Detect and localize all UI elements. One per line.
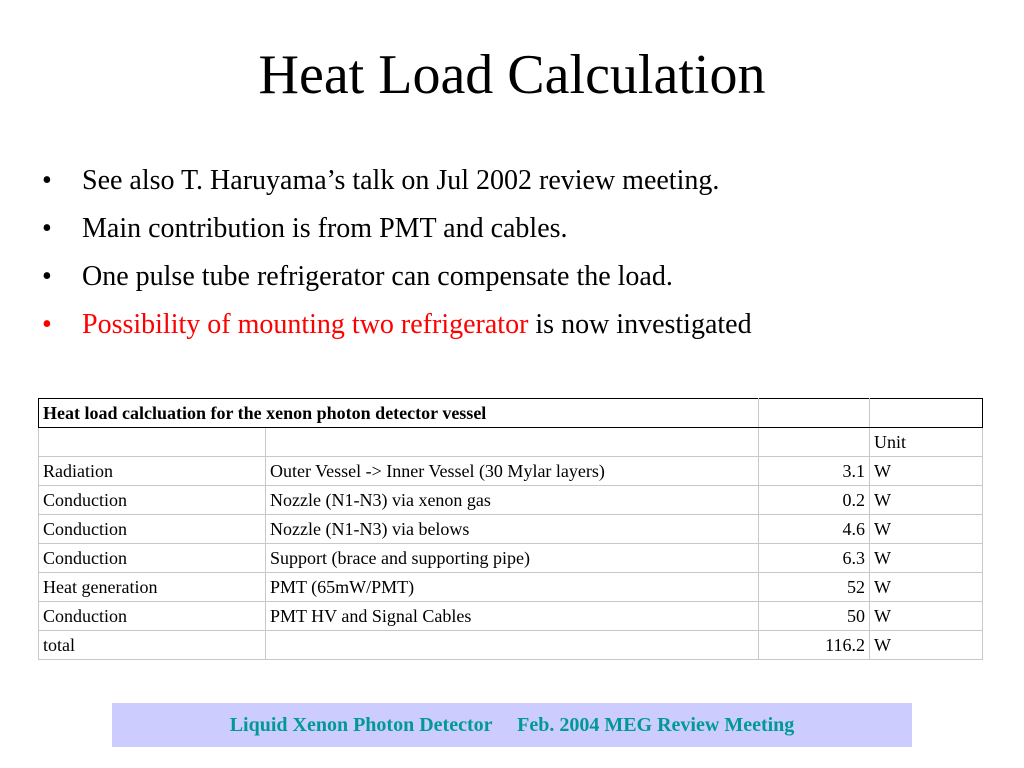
row-type: Radiation (39, 457, 266, 486)
row-value: 0.2 (759, 486, 870, 515)
table-cell (759, 428, 870, 457)
bullet-marker: • (42, 165, 52, 196)
row-type: Conduction (39, 515, 266, 544)
slide-title: Heat Load Calculation (258, 44, 766, 106)
row-unit: W (870, 486, 983, 515)
table-cell (266, 428, 759, 457)
row-type: Conduction (39, 602, 266, 631)
bullet-item (40, 164, 1000, 198)
bullet-text: Main contribution is from PMT and cables. (82, 213, 568, 244)
bullet-item-highlight (40, 308, 1000, 342)
table-title-row (39, 399, 983, 428)
table-header-row (39, 428, 983, 457)
table-cell (759, 399, 870, 428)
row-description: Nozzle (N1-N3) via belows (266, 515, 759, 544)
row-value: 50 (759, 602, 870, 631)
row-unit: W (870, 457, 983, 486)
heat-load-table (38, 398, 983, 660)
row-description: Support (brace and supporting pipe) (266, 544, 759, 573)
table-cell (39, 428, 266, 457)
heat-load-table-container (38, 398, 983, 660)
bullet-item (40, 212, 1000, 246)
footer-right-text: Feb. 2004 MEG Review Meeting (517, 714, 795, 736)
table-row (39, 486, 983, 515)
bullet-marker: • (42, 261, 52, 292)
row-type: Conduction (39, 544, 266, 573)
bullet-item (40, 260, 1000, 294)
table-total-row (39, 631, 983, 660)
row-description: Outer Vessel -> Inner Vessel (30 Mylar layers) (266, 457, 759, 486)
row-unit: W (870, 515, 983, 544)
row-description: PMT HV and Signal Cables (266, 602, 759, 631)
footer-bar (112, 703, 912, 747)
row-value: 52 (759, 573, 870, 602)
table-row (39, 573, 983, 602)
row-description: Nozzle (N1-N3) via xenon gas (266, 486, 759, 515)
table-cell (266, 631, 759, 660)
bullet-list (40, 164, 1000, 356)
table-row (39, 515, 983, 544)
row-description: PMT (65mW/PMT) (266, 573, 759, 602)
table-row (39, 544, 983, 573)
bullet-text: is now investigated (528, 309, 752, 340)
table-title: Heat load calcluation for the xenon photon detector vessel (39, 399, 759, 428)
row-unit: W (870, 602, 983, 631)
row-value: 4.6 (759, 515, 870, 544)
footer-left-text: Liquid Xenon Photon Detector (229, 714, 493, 736)
row-value: 6.3 (759, 544, 870, 573)
total-unit: W (870, 631, 983, 660)
row-unit: W (870, 573, 983, 602)
total-label: total (39, 631, 266, 660)
bullet-highlight-text: Possibility of mounting two refrigerator (82, 309, 529, 340)
row-type: Conduction (39, 486, 266, 515)
row-unit: W (870, 544, 983, 573)
row-type: Heat generation (39, 573, 266, 602)
bullet-marker: • (42, 309, 52, 340)
bullet-text: See also T. Haruyama’s talk on Jul 2002 review meeting. (82, 165, 720, 196)
table-row (39, 602, 983, 631)
bullet-text: One pulse tube refrigerator can compensate the load. (82, 261, 673, 292)
bullet-marker: • (42, 213, 52, 244)
unit-header: Unit (870, 428, 983, 457)
total-value: 116.2 (759, 631, 870, 660)
table-cell (870, 399, 983, 428)
row-value: 3.1 (759, 457, 870, 486)
table-row (39, 457, 983, 486)
